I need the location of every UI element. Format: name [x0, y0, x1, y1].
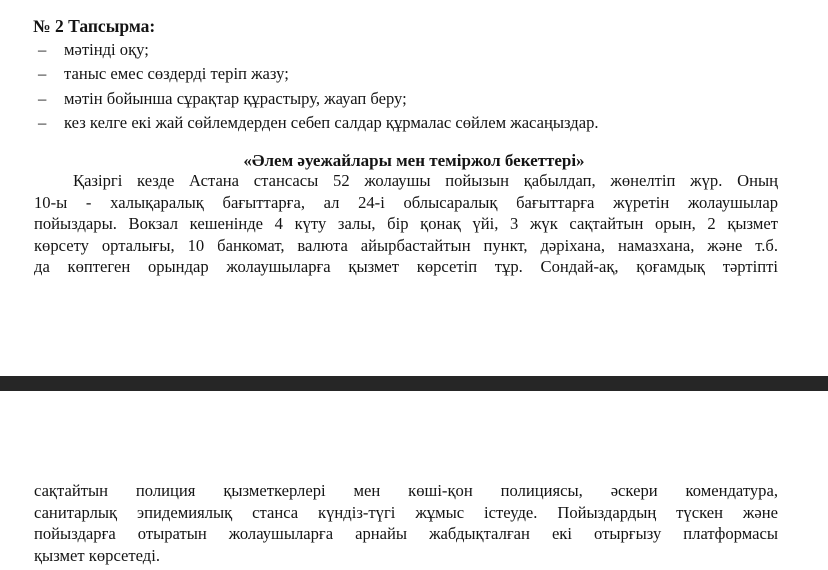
paragraph-part-1 — [34, 170, 778, 278]
paragraph-line: санитарлық эпидемиялық станса күндіз-түгі жұмыс істеуде. Пойыздардың түскен және — [34, 502, 778, 522]
task-list-item — [38, 87, 599, 111]
paragraph-line: Қазіргі кезде Астана стансасы 52 жолаушы пойызын қабылдап, жөнелтіп жүр. Оның — [73, 171, 778, 190]
task-list-item — [38, 62, 599, 86]
paragraph-line: да көптеген орындар жолаушыларға қызмет көрсетіп тұр. Сондай-ақ, қоғамдық тәртіпті — [34, 257, 778, 276]
dash-bullet: – — [38, 112, 47, 132]
page-divider-bar — [0, 376, 828, 391]
paragraph-line: пойыздары. Вокзал кешенінде 4 күту залы, бір қонақ үйі, 3 жүк сақтайтын орын, 2 қызмет — [34, 214, 778, 233]
paragraph-part-2 — [34, 480, 778, 566]
task-list — [38, 38, 599, 135]
task-heading: № 2 Тапсырма: — [33, 16, 156, 36]
dash-bullet: – — [38, 40, 47, 59]
paragraph-line: қызмет көрсетеді. — [34, 545, 160, 565]
dash-bullet: – — [38, 64, 47, 84]
task-item-text: мәтін бойынша сұрақтар құрастыру, жауап беру; — [64, 88, 407, 108]
paragraph-line: сақтайтын полиция қызметкерлері мен көші-қон полициясы, әскери комендатура, — [34, 481, 778, 500]
task-list-item — [38, 111, 599, 135]
task-item-text: кез келге екі жай сөйлемдерден себеп салдар құрмалас сөйлем жасаңыздар. — [64, 112, 599, 132]
paragraph-line: 10-ы - халықаралық бағыттарға, ал 24-і облысаралық бағыттарға жүретін жолаушылар — [34, 192, 778, 212]
dash-bullet: – — [38, 88, 47, 108]
task-item-text: таныс емес сөздерді теріп жазу; — [64, 64, 289, 84]
paragraph-line: пойыздарға отыратын жолаушыларға арнайы жабдықталған екі отырғызу платформасы — [34, 524, 778, 543]
text-title: «Әлем әуежайлары мен теміржол бекеттері» — [243, 151, 585, 170]
task-list-item — [38, 38, 599, 62]
task-item-text: мәтінді оқу; — [64, 40, 149, 59]
paragraph-line: көрсету орталығы, 10 банкомат, валюта айырбастайтын пункт, дәріхана, намазхана, және т.б. — [34, 235, 778, 255]
